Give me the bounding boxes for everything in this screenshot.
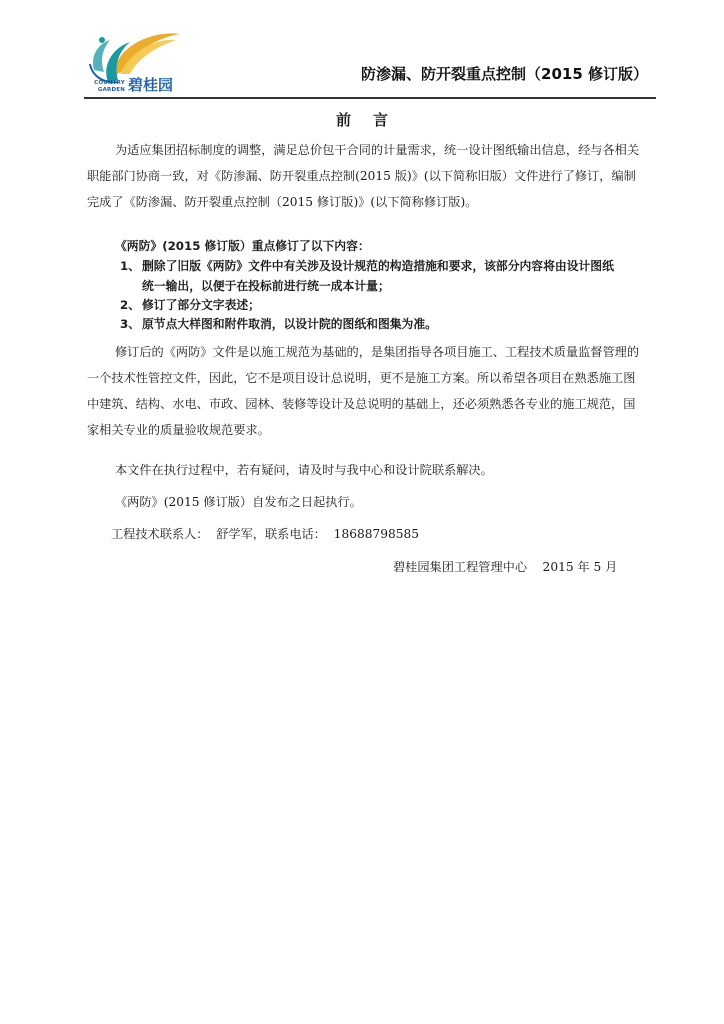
revision-2-line-1: 修订了部分文字表述； xyxy=(142,298,260,312)
intro-paragraph xyxy=(87,137,655,215)
logo-text-en-line1: COUNTRY xyxy=(94,80,125,86)
logo-text-cn: 碧桂园 xyxy=(128,76,174,94)
document-title: 防渗漏、防开裂重点控制（2015 修订版） xyxy=(361,65,648,83)
revision-3-line-1: 原节点大样图和附件取消，以设计院的图纸和图集为准。 xyxy=(142,317,437,331)
purpose-line-1: 修订后的《两防》文件是以施工规范为基础的，是集团指导各项目施工、工程技术质量监督管理的 xyxy=(115,345,640,359)
purpose-paragraph xyxy=(87,339,655,443)
purpose-line-2: 一个技术性管控文件，因此，它不是项目设计总说明，更不是施工方案。所以希望各项目在熟悉施工图 xyxy=(87,371,636,385)
contact-line: 工程技术联系人： 舒学军，联系电话： 18688798585 xyxy=(111,527,419,541)
revision-1-line-2: 统一输出，以便于在投标前进行统一成本计量； xyxy=(142,279,390,293)
effective-paragraph: 《两防》(2015 修订版）自发布之日起执行。 xyxy=(115,495,362,509)
revision-3-number: 3、 xyxy=(120,317,141,331)
intro-line-1: 为适应集团招标制度的调整，满足总价包干合同的计量需求，统一设计图纸输出信息，经与各相关 xyxy=(115,143,640,157)
revisions-heading: 《两防》(2015 修订版）重点修订了以下内容： xyxy=(115,239,370,253)
questions-paragraph: 本文件在执行过程中，若有疑问，请及时与我中心和设计院联系解决。 xyxy=(115,463,493,477)
purpose-line-4: 家相关专业的质量验收规范要求。 xyxy=(87,423,270,437)
revision-1-line-1: 删除了旧版《两防》文件中有关涉及设计规范的构造措施和要求，该部分内容将由设计图纸 xyxy=(142,259,614,273)
purpose-line-3: 中建筑、结构、水电、市政、园林、装修等设计及总说明的基础上，还必须熟悉各专业的施工规范，国 xyxy=(87,397,636,411)
logo-text-en-line2: GARDEN xyxy=(97,86,125,93)
intro-line-3: 完成了《防渗漏、防开裂重点控制（2015 修订版)》(以下简称修订版)。 xyxy=(87,195,478,209)
page-heading: 前言 xyxy=(335,111,410,129)
revision-1-number: 1、 xyxy=(120,259,141,273)
intro-line-2: 职能部门协商一致，对《防渗漏、防开裂重点控制(2015 版)》(以下简称旧版）文件进行了修订，编制 xyxy=(87,169,636,183)
revision-2-number: 2、 xyxy=(120,298,141,312)
signature-line: 碧桂园集团工程管理中心 2015 年 5 月 xyxy=(393,560,618,574)
